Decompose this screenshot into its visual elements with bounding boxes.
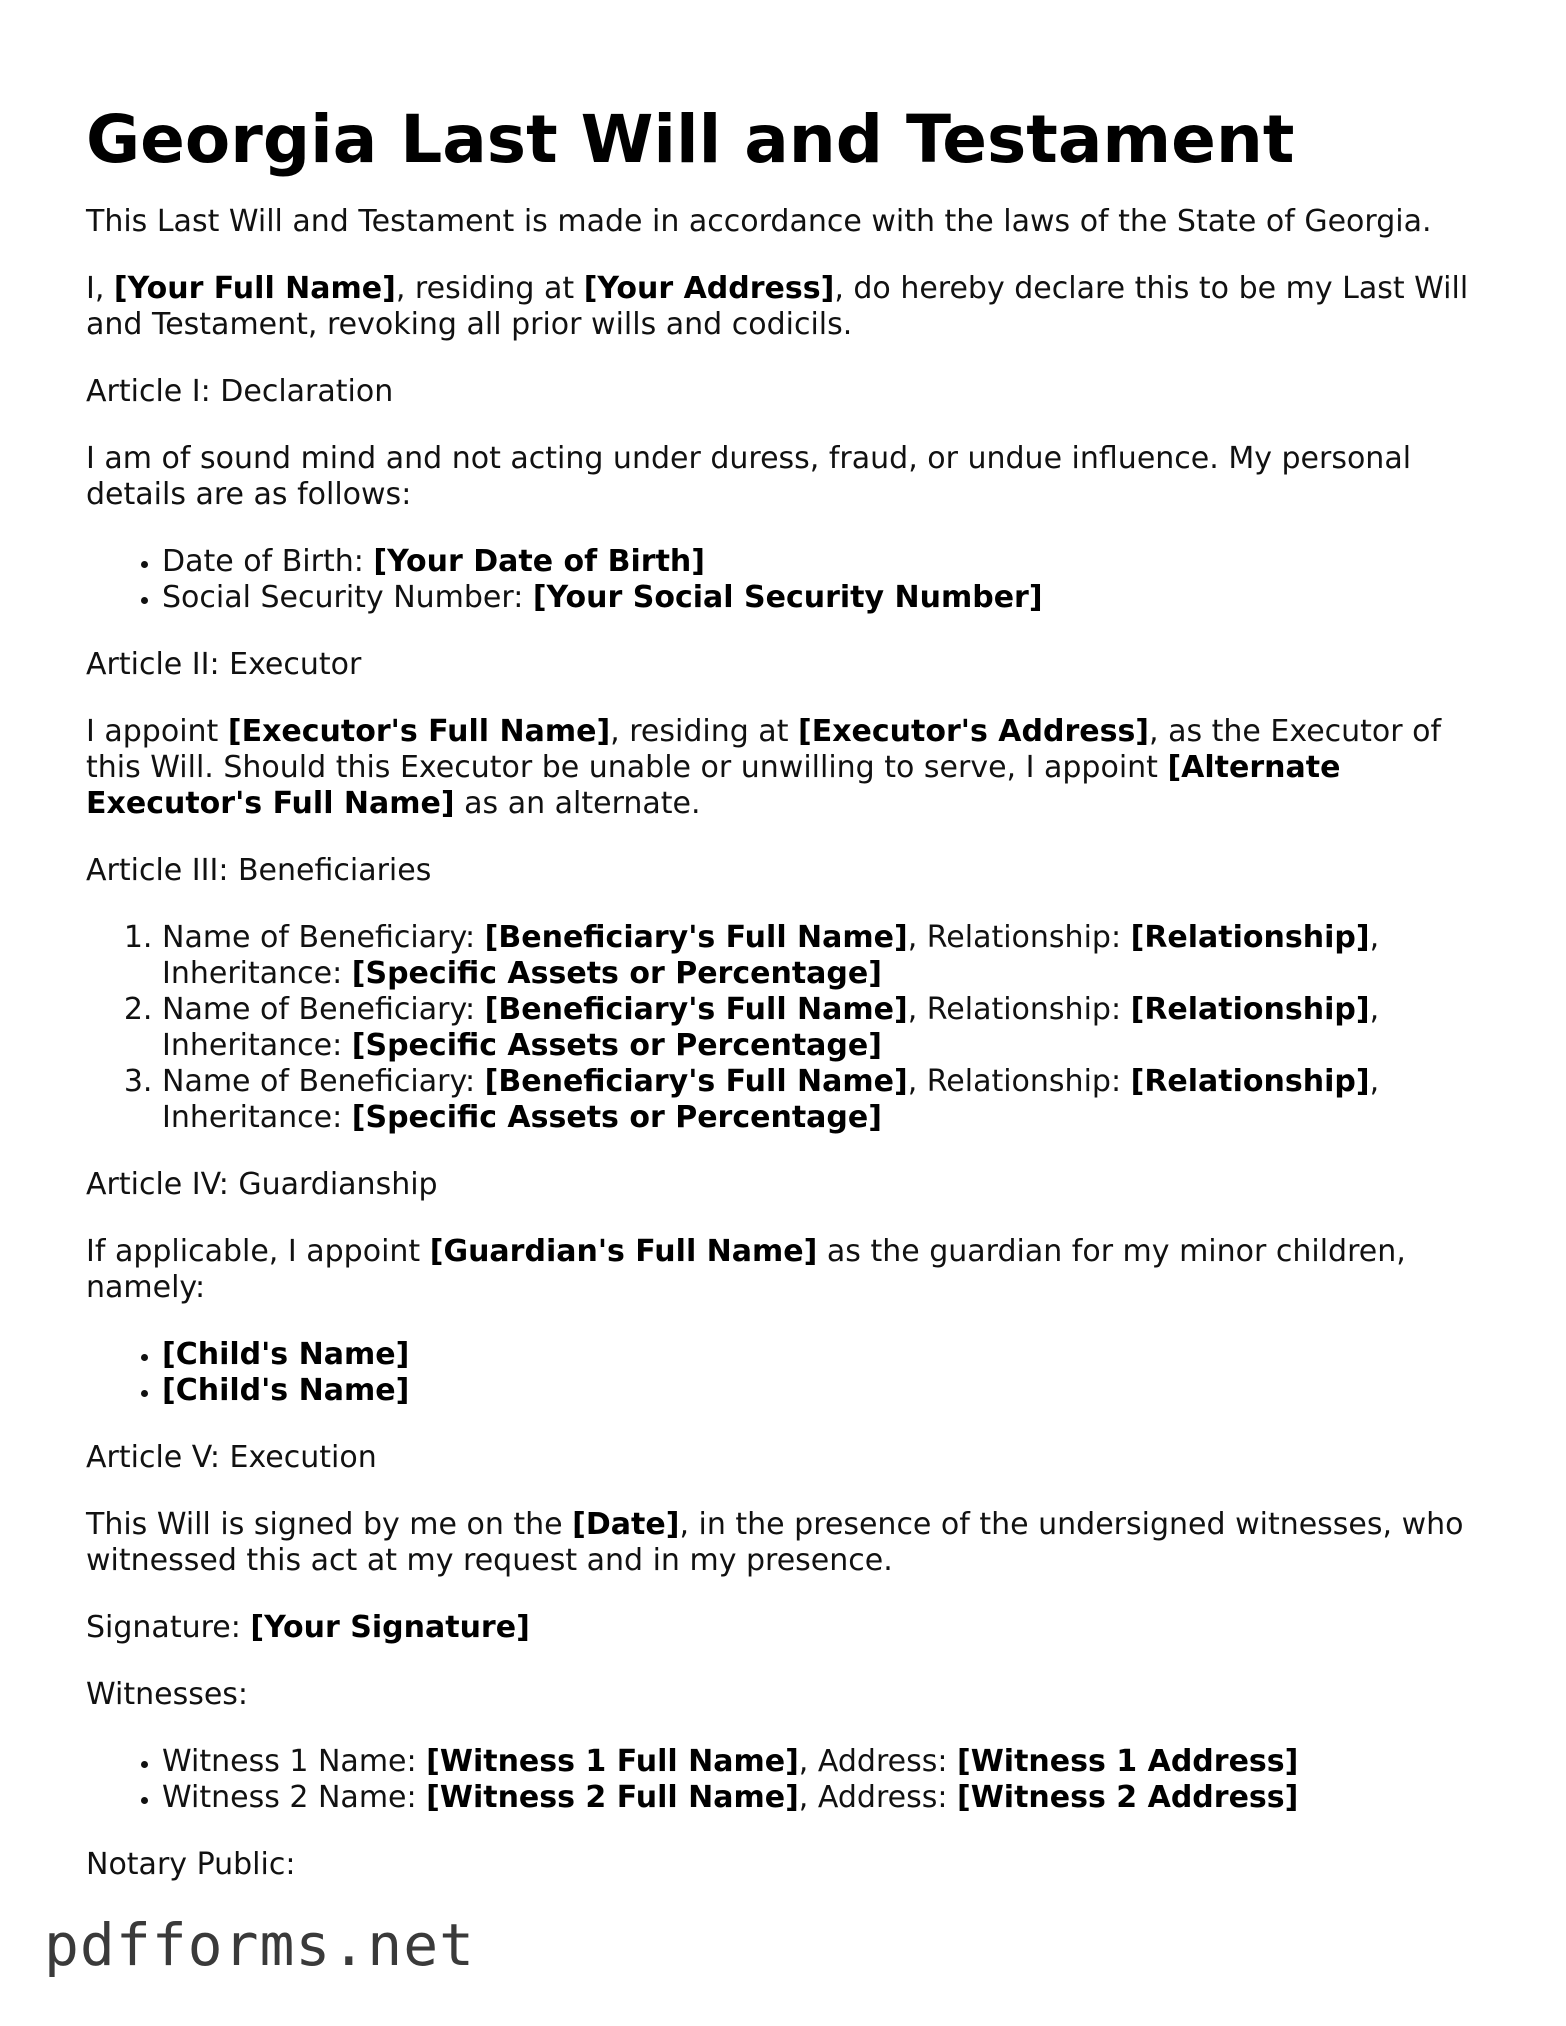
article-2-heading: Article II: Executor [86, 647, 362, 682]
witness-address-field: [Witness 2 Address] [957, 1780, 1299, 1815]
relationship-field: [Relationship] [1130, 1064, 1370, 1099]
inheritance-field: [Specific Assets or Percentage] [351, 1028, 882, 1063]
executor-name-field: [Executor's Full Name] [227, 714, 611, 749]
inheritance-field: [Specific Assets or Percentage] [351, 1100, 882, 1135]
witness-address-field: [Witness 1 Address] [957, 1744, 1299, 1779]
signature-line: Signature: [Your Signature] [86, 1610, 530, 1645]
address-field: [Your Address] [583, 271, 835, 306]
article-4-heading: Article IV: Guardianship [86, 1167, 438, 1202]
child-name-field: [Child's Name] [162, 1373, 410, 1408]
intro-paragraph: This Last Will and Testament is made in accordance with the laws of the State of Georgia. [86, 204, 1432, 239]
personal-details-list [86, 544, 1486, 616]
witness-name-field: [Witness 2 Full Name] [426, 1780, 799, 1815]
list-item [162, 1373, 1486, 1409]
witness-name-field: [Witness 1 Full Name] [426, 1744, 799, 1779]
list-item: 2. Name of Beneficiary: [Beneficiary's Full Name], Relationship: [Relationship], Inheritance: [Specific Assets or Percentage] [162, 992, 1486, 1064]
article-1-text: I am of sound mind and not acting under duress, fraud, or undue influence. My personal details are as follows: [86, 441, 1412, 512]
list-item: • Social Security Number: [Your Social Security Number] [162, 580, 1486, 616]
document-page [86, 100, 1486, 1914]
article-3-heading: Article III: Beneficiaries [86, 853, 432, 888]
alternate-executor-field: [Alternate Executor's Full Name] [86, 750, 1341, 821]
signature-field: [Your Signature] [250, 1610, 530, 1645]
date-field: [Date] [572, 1507, 680, 1542]
declaration-paragraph: I, [Your Full Name], residing at [Your Address], do hereby declare this to be my Last Will and Testament, revoking all prior wills and codicils. [86, 271, 1469, 342]
full-name-field: [Your Full Name] [113, 271, 396, 306]
ssn-field: [Your Social Security Number] [532, 580, 1043, 615]
list-item: • Witness 2 Name: [Witness 2 Full Name], Address: [Witness 2 Address] [162, 1780, 1486, 1816]
beneficiary-name-field: [Beneficiary's Full Name] [484, 920, 908, 955]
execution-paragraph: This Will is signed by me on the [Date], in the presence of the undersigned witnesses, who witnessed this act at my request and in my presence. [86, 1507, 1464, 1578]
executor-paragraph: I appoint [Executor's Full Name], residing at [Executor's Address], as the Executor of this Will. Should this Executor be unable or unwilling to serve, I appoint [Alternate Executor's Full Name] as an alternate. [86, 714, 1442, 821]
beneficiary-name-field: [Beneficiary's Full Name] [484, 1064, 908, 1099]
executor-address-field: [Executor's Address] [798, 714, 1150, 749]
article-1-heading: Article I: Declaration [86, 374, 394, 409]
list-item [162, 1337, 1486, 1373]
witnesses-label: Witnesses: [86, 1677, 249, 1712]
children-list [86, 1337, 1486, 1409]
notary-label: Notary Public: [86, 1847, 296, 1882]
date-of-birth-field: [Your Date of Birth] [373, 544, 706, 579]
list-item: 3. Name of Beneficiary: [Beneficiary's Full Name], Relationship: [Relationship], Inheritance: [Specific Assets or Percentage] [162, 1064, 1486, 1136]
relationship-field: [Relationship] [1130, 992, 1370, 1027]
guardianship-paragraph: If applicable, I appoint [Guardian's Full Name] as the guardian for my minor children, namely: [86, 1234, 1406, 1305]
witnesses-list [86, 1744, 1486, 1816]
document-title: Georgia Last Will and Testament [86, 101, 1295, 178]
inheritance-field: [Specific Assets or Percentage] [351, 956, 882, 991]
child-name-field: [Child's Name] [162, 1337, 410, 1372]
watermark: pdfforms.net [44, 1911, 476, 1979]
beneficiary-name-field: [Beneficiary's Full Name] [484, 992, 908, 1027]
list-item: 1. Name of Beneficiary: [Beneficiary's Full Name], Relationship: [Relationship], Inheritance: [Specific Assets or Percentage] [162, 920, 1486, 992]
relationship-field: [Relationship] [1130, 920, 1370, 955]
list-item: • Date of Birth: [Your Date of Birth] [162, 544, 1486, 580]
beneficiaries-list [86, 920, 1486, 1136]
guardian-name-field: [Guardian's Full Name] [429, 1234, 818, 1269]
list-item: • Witness 1 Name: [Witness 1 Full Name], Address: [Witness 1 Address] [162, 1744, 1486, 1780]
article-5-heading: Article V: Execution [86, 1440, 377, 1475]
